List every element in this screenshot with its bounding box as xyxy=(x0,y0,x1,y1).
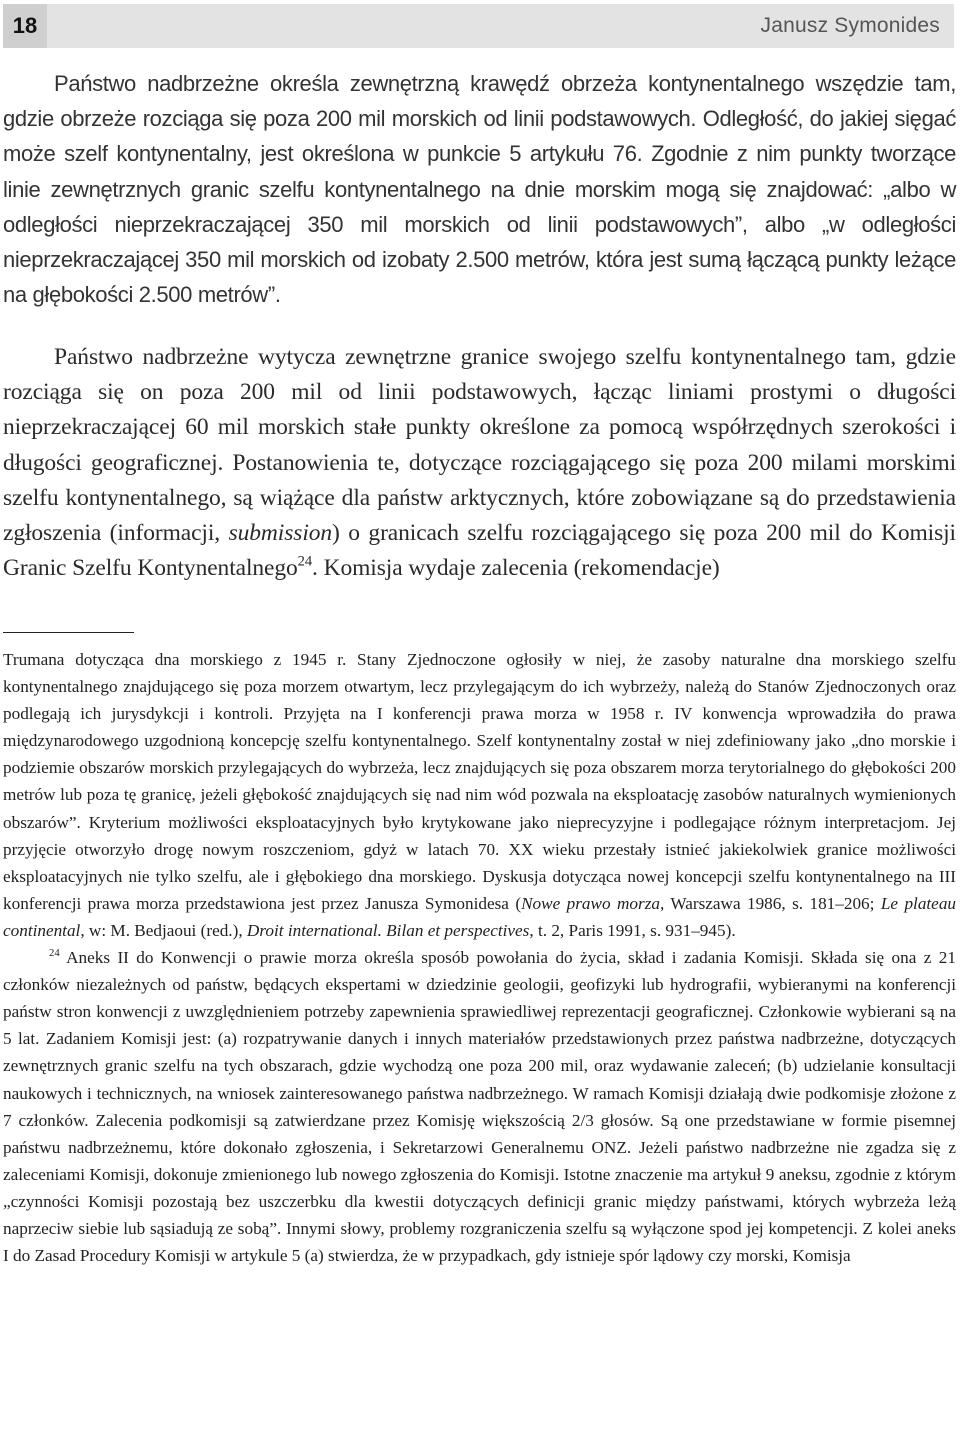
footnote-ref[interactable]: 24 xyxy=(297,553,313,570)
main-text-continued xyxy=(3,340,956,586)
footnote-number: 24 xyxy=(49,948,60,960)
footnote-23-continued xyxy=(3,646,956,944)
running-header xyxy=(3,4,954,48)
running-head-author: Janusz Symonides xyxy=(760,14,940,37)
footnote-text: , w: M. Bedjaoui (red.), xyxy=(80,920,247,940)
paragraph-text: Postanowienia te, dotyczące rozciągającego się poza 200 milami morskimi szelfu kontynentalnego, są wiążące dla państw arktycznych, które zobowiązane są do przedstawienia zgłoszenia (informacji, xyxy=(3,449,956,547)
paragraph: Państwo nadbrzeżne określa zewnętrzną krawędź obrzeża kontynentalnego wszędzie tam, gdzie obrzeże rozciąga się poza 200 mil morskich od linii podstawowych. Odległość, do jakiej sięgać może szelf kontynentalny, jest określona w punkcie 5 artykułu 76. Zgodnie z nim punkty tworzące linie zewnętrznych granic szelfu kontynentalnego na dnie morskim mogą się znajdować: „albo w odległości nieprzekraczającej 350 mil morskich od linii podstawowych”, albo „w odległości nieprzekraczającej 350 mil morskich od izobaty 2.500 metrów, która jest sumą łączącą punkty leżące na głębokości 2.500 metrów”. xyxy=(3,71,956,308)
footnote-text: , t. 2, Paris 1991, s. 931–945). xyxy=(529,920,736,940)
paragraph-text: . Komisja wydaje zalecenia (rekomendacje) xyxy=(312,555,720,582)
footnote-text: , Warszawa 1986, s. 181–206; xyxy=(659,893,881,913)
paragraph-text: ) o granicach szelfu rozciągającego się poza 200 mil do Komisji Granic Szelfu Kontynentalnego xyxy=(3,520,956,582)
citation-title: Le plateau continental xyxy=(3,893,957,940)
citation-title: Nowe prawo morza xyxy=(521,893,660,913)
italic-term: submission xyxy=(228,520,333,547)
paragraph xyxy=(3,340,956,586)
paragraph-text: Państwo nadbrzeżne wytycza zewnętrzne granice swojego szelfu kontynentalnego tam, gdzie rozciąga się on poza 200 mil od linii podstawowych, łącząc liniami prostymi o długości nieprzekraczającej 60 mil morskich stałe punkty określone za pomocą współrzędnych szerokości i długości geograficznej. xyxy=(3,344,956,476)
footnote-24 xyxy=(3,944,956,1269)
footnote-text: Aneks II do Konwencji o prawie morza określa sposób powołania do życia, skład i zadania Komisji. Składa się ona z 21 członków niezależnych od państw, będących ekspertami w dziedzinie geologii, geofizyki lub hydrografii, wybieranymi na konferencji państw stron konwencji z uwzględnieniem potrzeby zapewnienia sprawiedliwej reprezentacji geograficznej. Członkowie wybierani są na 5 lat. Zadaniem Komisji jest: (a) rozpatrywanie danych i innych materiałów przedstawionych przez państwa nadbrzeżne, dotyczących zewnętrznych granic szelfu na tych obszarach, gdzie wychodzą one poza 200 mil, oraz wydawanie zaleceń; (b) udzielanie konsultacji naukowych i technicznych, na wniosek zainteresowanego państwa nadbrzeżnego. W ramach Komisji działają dwie podkomisje złożone z 7 członków. Zalecenia podkomisji są zatwierdzane przez Komisję większością 2/3 głosów. Są one przedstawiane w formie pisemnej państwu nadbrzeżnemu, które dokonało zgłoszenia, i Sekretarzowi Generalnemu ONZ. Jeżeli państwo nadbrzeżne nie zgadza się z zaleceniami Komisji, dokonuje zmienionego lub nowego zgłoszenia do Komisji. Istotne znaczenie ma artykuł 9 aneksu, zgodnie z którym „czynności Komisji pozostają bez uszczerbku dla kwestii dotyczących definicji granic między państwami, których wybrzeża leżą naprzeciw siebie lub sąsiadują ze sobą”. Innymi słowy, problemy rozgraniczenia szelfu są wyłączone spod jej kompetencji. Z kolei aneks I do Zasad Procedury Komisji w artykule 5 (a) stwierdza, że w przypadkach, gdy istnieje spór lądowy czy morski, Komisja xyxy=(3,948,956,1266)
footnote-separator xyxy=(3,632,134,633)
footnotes xyxy=(3,646,956,1269)
footnote-text: Trumana dotycząca dna morskiego z 1945 r. Stany Zjednoczone ogłosiły w niej, że zasoby naturalne dna morskiego szelfu kontynentalnego znajdującego się poza morzem otwartym, lecz przylegającym do ich wybrzeży, należą do Stanów Zjednoczonych oraz podlegają ich jurysdykcji i kontroli. Przyjęta na I konferencji prawa morza w 1958 r. IV konwencja wprowadziła do prawa międzynarodowego uzgodnioną koncepcję szelfu kontynentalnego. Szelf kontynentalny został w niej zdefiniowany jako „dno morskie i podziemie obszarów morskich przylegających do wybrzeża, lecz znajdujących się poza obszarem morza terytorialnego do głębokości 200 metrów lub poza tę granicę, jeżeli głębokość znajdujących się nad nim wód pozwala na eksploatację zasobów naturalnych wymienionych obszarów”. Kryterium możliwości eksploatacyjnych było krytykowane jako nieprecyzyjne i podlegające różnym interpretacjom. Jej przyjęcie otworzyło drogę nowym roszczeniom, gdyż w latach 70. XX wieku przestały istnieć jakiekolwiek granice możliwości eksploatacyjnych nie tylko szelfu, ale i głębokiego dna morskiego. Dyskusja dotycząca nowej koncepcji szelfu kontynentalnego na III konferencji prawa morza przedstawiona jest przez Janusza Symonidesa ( xyxy=(3,650,956,913)
page-number: 18 xyxy=(3,4,47,48)
citation-title: Droit international. Bilan et perspectives xyxy=(246,920,530,940)
main-text xyxy=(3,66,956,312)
